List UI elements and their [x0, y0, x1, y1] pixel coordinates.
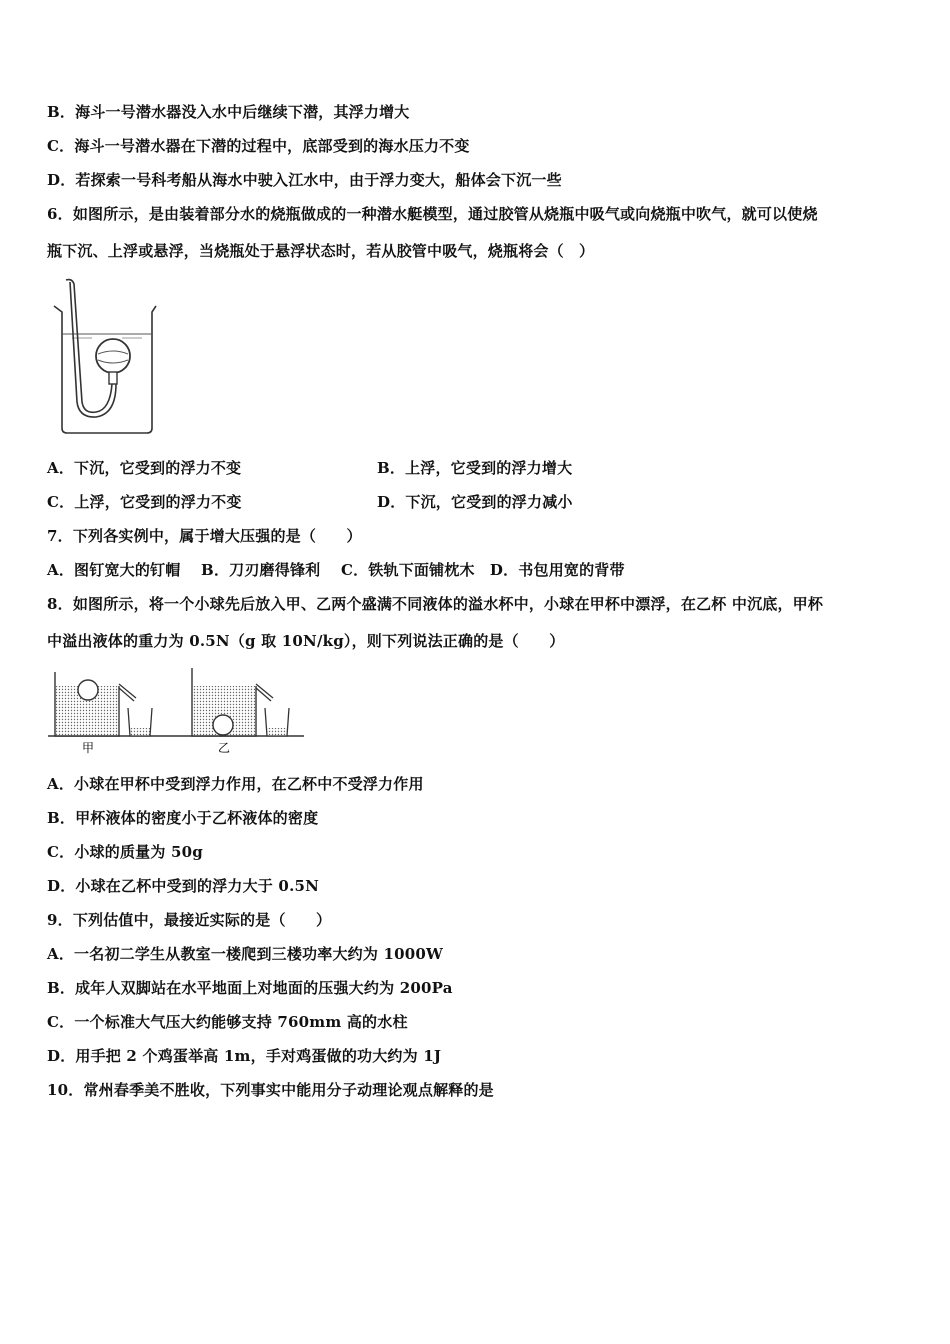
q5-option-d: D．若探索一号科考船从海水中驶入江水中，由于浮力变大，船体会下沉一些 — [47, 171, 562, 189]
q8-overflow-cups-figure — [46, 664, 306, 756]
q8-stem-line2: 中溢出液体的重力为 0.5N（g 取 10N/kg），则下列说法正确的是（ ） — [47, 632, 565, 650]
q7-options: A．图钉宽大的钉帽 B．刀刃磨得锋利 C．铁轨下面铺枕木 D．书包用宽的背带 — [47, 561, 625, 579]
q9-option-d: D．用手把 2 个鸡蛋举高 1m，手对鸡蛋做的功大约为 1J — [47, 1047, 442, 1065]
q9-option-b: B．成年人双脚站在水平地面上对地面的压强大约为 200Pa — [47, 979, 453, 997]
q8-label-jia: 甲 — [82, 741, 95, 755]
q10-stem: 10．常州春季美不胜收，下列事实中能用分子动理论观点解释的是 — [47, 1081, 494, 1099]
q7-stem: 7．下列各实例中，属于增大压强的是（ ） — [47, 527, 362, 545]
q8-stem-line1: 8．如图所示，将一个小球先后放入甲、乙两个盛满不同液体的溢水杯中，小球在甲杯中漂浮，在乙杯 中沉底，甲杯 — [47, 595, 824, 613]
q8-option-c: C．小球的质量为 50g — [47, 843, 203, 861]
q6-stem-line2: 瓶下沉、上浮或悬浮，当烧瓶处于悬浮状态时，若从胶管中吸气，烧瓶将会（ ） — [47, 242, 595, 260]
q6-option-c: C．上浮，它受到的浮力不变 — [47, 493, 242, 511]
q5-option-c: C．海斗一号潜水器在下潜的过程中，底部受到的海水压力不变 — [47, 137, 470, 155]
q6-stem-line1: 6．如图所示，是由装着部分水的烧瓶做成的一种潜水艇模型，通过胶管从烧瓶中吸气或向烧瓶中吹气，就可以使烧 — [47, 205, 818, 223]
q8-option-b: B．甲杯液体的密度小于乙杯液体的密度 — [47, 809, 319, 827]
q8-option-a: A．小球在甲杯中受到浮力作用，在乙杯中不受浮力作用 — [47, 775, 424, 793]
q5-option-b: B．海斗一号潜水器没入水中后继续下潜，其浮力增大 — [47, 103, 410, 121]
q9-option-c: C．一个标准大气压大约能够支持 760mm 高的水柱 — [47, 1013, 408, 1031]
q6-option-a: A．下沉，它受到的浮力不变 — [47, 459, 242, 477]
q9-stem: 9．下列估值中，最接近实际的是（ ） — [47, 911, 332, 929]
q8-label-yi: 乙 — [218, 741, 231, 755]
q6-submarine-model-figure — [52, 276, 162, 438]
q6-option-b: B．上浮，它受到的浮力增大 — [377, 459, 573, 477]
q9-option-a: A．一名初二学生从教室一楼爬到三楼功率大约为 1000W — [47, 945, 444, 963]
q6-option-d: D．下沉，它受到的浮力减小 — [377, 493, 573, 511]
q8-option-d: D．小球在乙杯中受到的浮力大于 0.5N — [47, 877, 320, 895]
